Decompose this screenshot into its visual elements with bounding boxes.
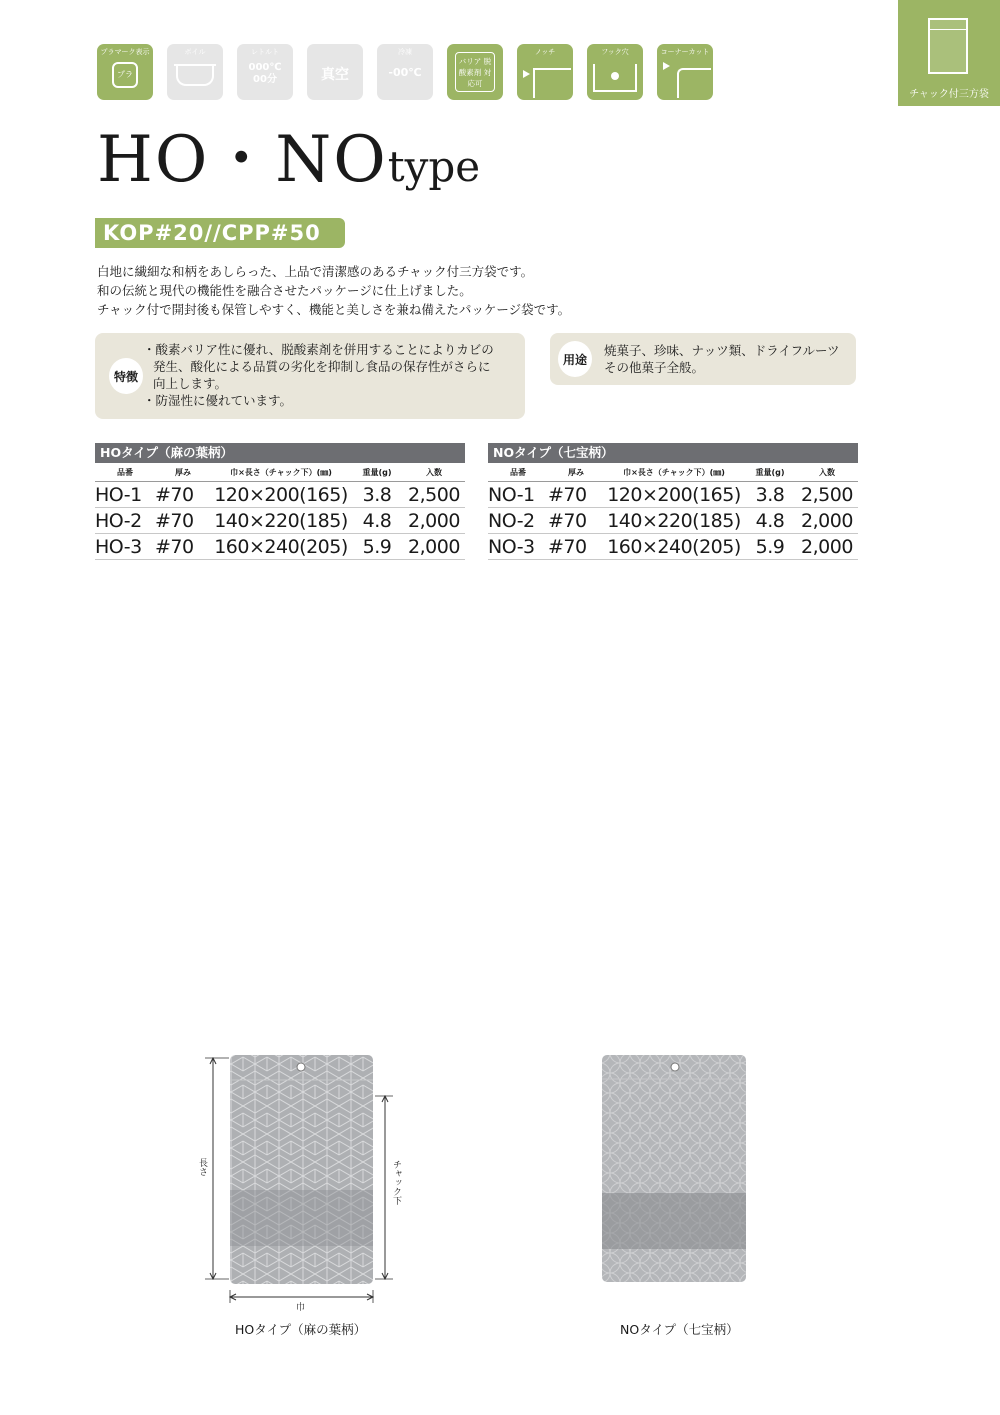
uses-box: 用途 焼菓子、珍味、ナッツ類、ドライフルーツ その他菓子全般。	[550, 333, 856, 385]
table-row: HO-3 #70 160×240(205) 5.9 2,000	[95, 534, 465, 560]
table-row: NO-1 #70 120×200(165) 3.8 2,500	[488, 482, 858, 508]
table-row: HO-2 #70 140×220(185) 4.8 2,000	[95, 508, 465, 534]
boil-icon: ボイル	[167, 44, 223, 100]
no-bag-illustration	[600, 1053, 750, 1285]
zipper-bag-icon	[928, 18, 968, 74]
ho-bag-illustration	[195, 1050, 415, 1320]
zipper-length-label: チャック下	[391, 1160, 401, 1205]
corner-cut-icon: コーナーカット	[657, 44, 713, 100]
page-title: HO・NOtype	[97, 123, 481, 197]
freeze-icon: 冷凍 -00℃	[377, 44, 433, 100]
length-label: 長さ	[197, 1158, 207, 1176]
ho-spec-table: HOタイプ（麻の葉柄） 品番 厚み 巾×長さ（チャック下）(㎜) 重量(g) 入数 HO-1 #70 120×200(165) 3.8 2,500 HO-2 #70 140×220(185) 4.8 2,000 HO-3 #70 160×240(205) 5.9 2,000	[95, 443, 465, 560]
no-caption: NOタイプ（七宝柄）	[620, 1322, 739, 1337]
recycle-mark-icon: プラマーク表示 プラ	[97, 44, 153, 100]
table-row: HO-1 #70 120×200(165) 3.8 2,500	[95, 482, 465, 508]
features-label: 特徴	[109, 358, 143, 394]
barrier-icon: バリア 脱酸素剤 対応可	[447, 44, 503, 100]
features-box: 特徴 ・酸素バリア性に優れ、脱酸素剤を併用することによりカビの 発生、酸化による品質の劣化を抑制し食品の保存性がさらに 向上します。 ・防湿性に優れています。	[95, 333, 525, 419]
table-row: NO-2 #70 140×220(185) 4.8 2,000	[488, 508, 858, 534]
material-badge: KOP#20//CPP#50	[95, 218, 345, 248]
width-label: 巾	[296, 1303, 306, 1313]
uses-label: 用途	[558, 341, 592, 377]
notch-icon: ノッチ	[517, 44, 573, 100]
vacuum-icon: 真空	[307, 44, 363, 100]
ho-caption: HOタイプ（麻の葉柄）	[235, 1322, 367, 1337]
description: 白地に繊細な和柄をあしらった、上品で清潔感のあるチャック付三方袋です。 和の伝統と現代の機能性を融合させたパッケージに仕上げました。 チャック付で開封後も保管しやすく、機能と美しさを兼ね備えたパッケージ袋です。	[97, 264, 571, 317]
table-row: NO-3 #70 160×240(205) 5.9 2,000	[488, 534, 858, 560]
table-title: NOタイプ（七宝柄）	[488, 443, 858, 463]
retort-icon: レトルト 000℃ 00分	[237, 44, 293, 100]
hook-hole-icon: フック穴	[587, 44, 643, 100]
table-title: HOタイプ（麻の葉柄）	[95, 443, 465, 463]
no-spec-table: NOタイプ（七宝柄） 品番 厚み 巾×長さ（チャック下）(㎜) 重量(g) 入数 NO-1 #70 120×200(165) 3.8 2,500 NO-2 #70 140×220(185) 4.8 2,000 NO-3 #70 160×240(205) 5.9 2,000	[488, 443, 858, 560]
category-tab: チャック付三方袋	[898, 0, 1000, 106]
